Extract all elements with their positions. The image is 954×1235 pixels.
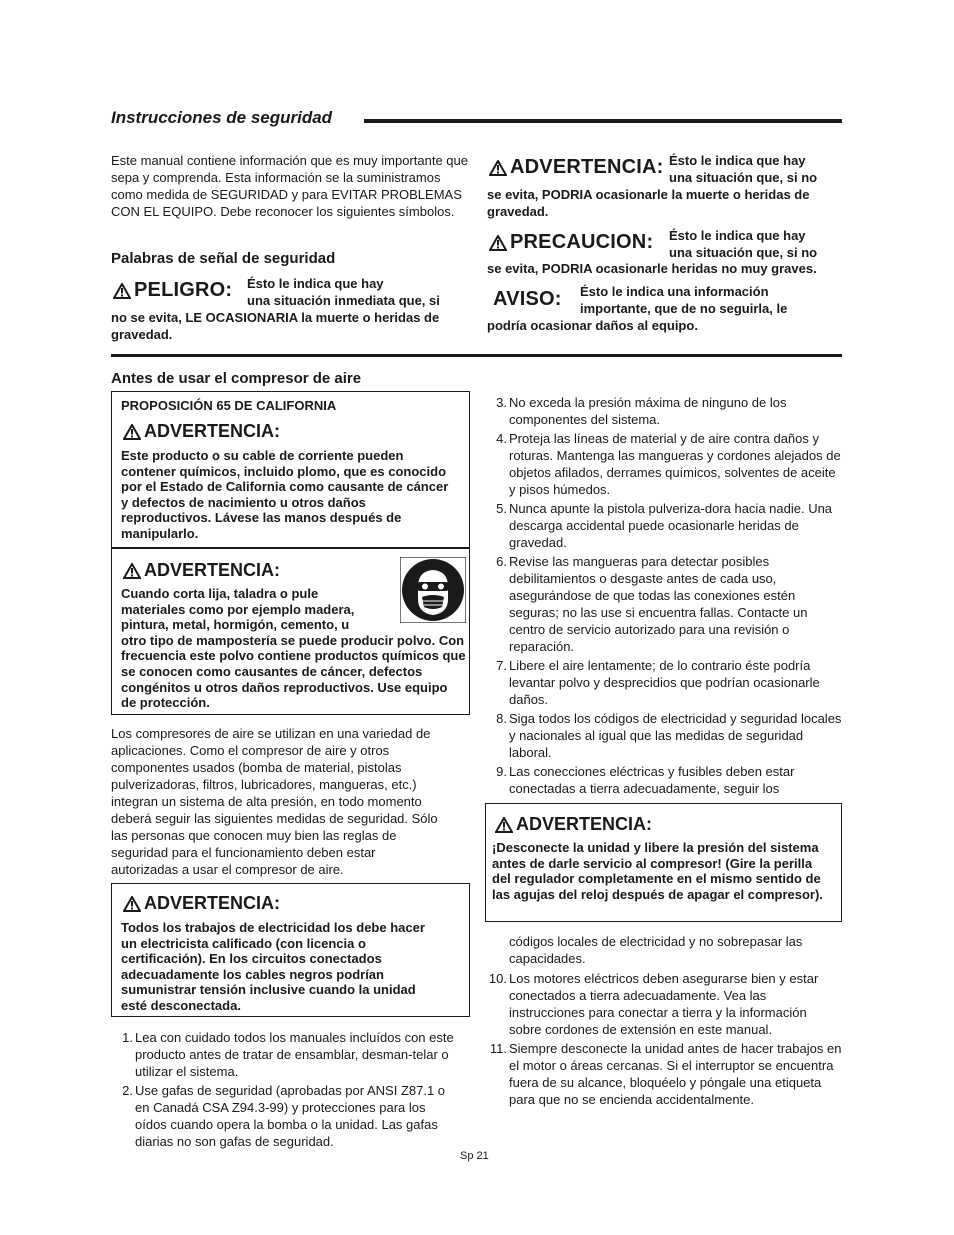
advertencia-text-a: Ésto le indica que hay bbox=[669, 153, 806, 168]
intro-paragraph: Este manual contiene información que es muy importante que sepa y comprenda. Esta información se la suministramos como medida de SEGURIDAD y para EVITAR PROBLEMAS CON EL EQUIPO. Debe reconocer los siguientes símbolos. bbox=[111, 153, 468, 219]
list-item: 2. Use gafas de seguridad (aprobadas por ANSI Z87.1 o en Canadá CSA Z94.3-99) y protecciones para los oídos cuando opera la bomba o la unidad. Las gafas diarias no son gafas de seguridad. bbox=[122, 1083, 446, 1149]
advertencia-text-b: una situación que, si no bbox=[669, 170, 818, 185]
advertencia-signal bbox=[489, 156, 664, 179]
list-item: 1. Lea con cuidado todos los manuales incluídos con este producto antes de tratar de ensamblar, desman-telar o utilizar el sistema. bbox=[122, 1030, 454, 1079]
aviso-word: AVISO: bbox=[493, 288, 562, 310]
warning-triangle-icon bbox=[113, 283, 131, 299]
warning-triangle-icon bbox=[489, 235, 507, 251]
prop65-text: Este producto o su cable de corriente pueden contener químicos, incluido plomo, que es conocido por el Estado de California como causante de cáncer y defectos de nacimiento u otros daños reproductivos. Lávese las manos después de manipularlo. bbox=[121, 448, 449, 541]
prop65-label: PROPOSICIÓN 65 DE CALIFORNIA bbox=[121, 398, 337, 413]
list-item: 6. Revise las mangueras para detectar posibles debilitamientos o desgaste antes de cada uso, asegurándose de que todas las conexiones estén seguras; no las use si encuentra fallas. Contacte un centro de servicio autorizado para una revisión o reparación. bbox=[496, 554, 808, 654]
aviso-text-a: Ésto le indica una información bbox=[580, 284, 769, 299]
dust-text bbox=[121, 586, 466, 711]
disconnect-title-text: ADVERTENCIA: bbox=[516, 814, 653, 834]
peligro-text-b: una situación inmediata que, si bbox=[247, 293, 440, 308]
list-item: 3. No exceda la presión máxima de ninguno de los componentes del sistema. bbox=[496, 395, 787, 427]
safety-list-right-2 bbox=[488, 970, 842, 1108]
list-item: 11. Siempre desconecte la unidad antes de hacer trabajos en el motor o áreas cercanas. Si el interruptor se encuentra fuera de su alcance, bloquéelo y póngale una etiqueta para que no se encienda accidentalmente. bbox=[489, 1041, 842, 1107]
prop65-warning-box bbox=[111, 391, 470, 548]
peligro-signal bbox=[113, 279, 232, 302]
precaucion-word: PRECAUCION: bbox=[510, 231, 654, 253]
warning-triangle-icon bbox=[123, 896, 141, 912]
dust-text-body: Cuando corta lija, taladra o pule materiales como por ejemplo madera, pintura, metal, hormigón, cemento, u otro tipo de mampostería se puede producir polvo. Con frecuencia este polvo contiene productos químicos que se conocen como causantes de cáncer, defectos congénitos u otros daños reproductivos. Use equipo de protección. bbox=[121, 586, 466, 711]
precaucion-signal bbox=[489, 231, 653, 254]
warning-triangle-icon bbox=[123, 563, 141, 579]
electric-title-text: ADVERTENCIA: bbox=[144, 893, 281, 913]
peligro-text-a: Ésto le indica que hay bbox=[247, 276, 384, 291]
list-item: 10. Los motores eléctricos deben asegurarse bien y estar conectados a tierra adecuadamente. Vea las instrucciones para conectar a tierra y la información sobre cordones de extensión en este manual. bbox=[488, 971, 819, 1037]
compressors-paragraph: Los compresores de aire se utilizan en una variedad de aplicaciones. Como el compresor de aire y otros componentes usados (bomba de material, pistolas pulverizadoras, filtros, lubricadores, mangueras, etc.) integran un sistema de alta presión, en todo momento deberá seguir las siguientes medidas de seguridad. Sólo las personas que conocen muy bien las reglas de seguridad para el funcionamiento deben estar autorizadas a usar el compresor de aire. bbox=[111, 726, 438, 877]
section-title: Instrucciones de seguridad bbox=[111, 108, 333, 127]
list-item: 7. Libere el aire lentamente; de lo contrario éste podría levantar polvo y desprecidios que podrían ocasionarle daños. bbox=[496, 658, 820, 707]
prop65-title bbox=[123, 421, 280, 442]
icon-float-spacer bbox=[376, 586, 466, 626]
list-item: 5. Nunca apunte la pistola pulveriza-dora hacia nadie. Una descarga accidental puede ocasionarle heridas de gravedad. bbox=[496, 501, 833, 550]
signal-words-heading: Palabras de señal de seguridad bbox=[111, 250, 336, 267]
aviso-signal bbox=[493, 288, 562, 311]
disconnect-title bbox=[495, 814, 652, 835]
electric-text: Todos los trabajos de electricidad los debe hacer un electricista calificado (con licencia o certificación). En los circuitos conectados adecuadamente los cables negros podrían sumunistrar tensión inclusive cuando la unidad esté desconectada. bbox=[121, 920, 425, 1013]
precaucion-text-c: se evita, PODRIA ocasionarle heridas no muy graves. bbox=[487, 261, 817, 276]
precaucion-text-b: una situación que, si no bbox=[669, 245, 818, 260]
safety-list-right bbox=[496, 394, 842, 797]
disconnect-warning-box bbox=[485, 803, 842, 922]
safety-list-left bbox=[122, 1029, 460, 1150]
warning-triangle-icon bbox=[123, 424, 141, 440]
advertencia-text-c: se evita, PODRIA ocasionarle la muerte o heridas de gravedad. bbox=[487, 187, 810, 219]
advertencia-word: ADVERTENCIA: bbox=[510, 156, 664, 178]
aviso-text-c: podría ocasionar daños al equipo. bbox=[487, 318, 698, 333]
electric-title bbox=[123, 893, 280, 914]
electric-warning-box bbox=[111, 883, 470, 1017]
warning-triangle-icon bbox=[489, 160, 507, 176]
section-divider bbox=[111, 354, 842, 357]
dust-warning-box bbox=[111, 548, 470, 715]
dust-title bbox=[123, 560, 280, 581]
dust-title-text: ADVERTENCIA: bbox=[144, 560, 281, 580]
item9-continuation: códigos locales de electricidad y no sobrepasar las capacidades. bbox=[509, 934, 803, 966]
before-use-heading: Antes de usar el compresor de aire bbox=[111, 370, 362, 387]
page-number: Sp 21 bbox=[460, 1150, 489, 1162]
header-rule bbox=[364, 119, 842, 123]
disconnect-text: ¡Desconecte la unidad y libere la presión del sistema antes de darle servicio al compresor! (Gire la perilla del regulador completamente en el mismo sentido de las agujas del reloj después de apagar el compresor). bbox=[492, 840, 823, 902]
list-item: 4. Proteja las líneas de material y de aire contra daños y roturas. Mantenga las mangueras y cordones alejados de objetos afilados, derrames químicos, solventes de aceite y pisos húmedos. bbox=[496, 431, 841, 497]
aviso-text-b: importante, que de no seguirla, le bbox=[580, 301, 788, 316]
warning-triangle-icon bbox=[495, 817, 513, 833]
list-item: 8. Siga todos los códigos de electricidad y seguridad locales y nacionales al igual que las medidas de seguridad laboral. bbox=[496, 711, 842, 760]
prop65-title-text: ADVERTENCIA: bbox=[144, 421, 281, 441]
list-item: 9. Las conecciones eléctricas y fusibles deben estar conectadas a tierra adecuadamente, seguir los bbox=[496, 764, 795, 796]
peligro-text-c: no se evita, LE OCASIONARIA la muerte o heridas de gravedad. bbox=[111, 310, 440, 342]
precaucion-text-a: Ésto le indica que hay bbox=[669, 228, 806, 243]
peligro-word: PELIGRO: bbox=[134, 279, 233, 301]
